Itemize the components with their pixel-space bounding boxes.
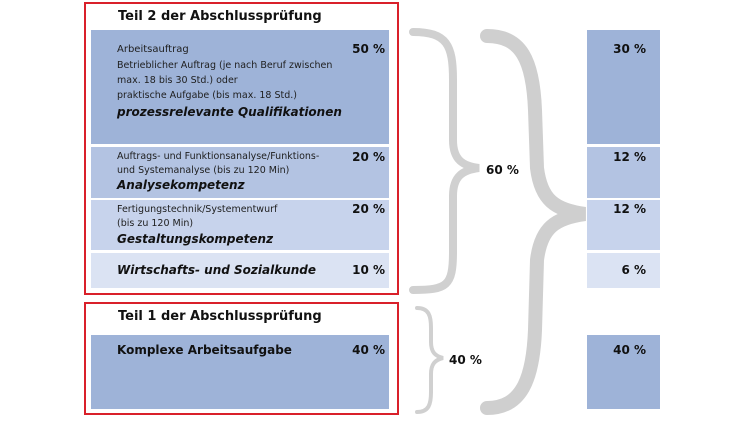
overall-box-1 (587, 30, 660, 144)
komplexe-title: Komplexe Arbeitsaufgabe (117, 343, 292, 357)
overall-box-3 (587, 200, 660, 250)
overall-value-2: 12 % (613, 150, 646, 164)
arbeitsauftrag-percent: 50 % (352, 42, 385, 56)
gestaltung-competence: Gestaltungskompetenz (117, 232, 274, 246)
overall-value-3: 12 % (613, 202, 646, 216)
item-arbeitsauftrag (91, 30, 389, 144)
wiso-percent: 10 % (352, 263, 385, 277)
analyse-percent: 20 % (352, 150, 385, 164)
overall-box-4 (587, 253, 660, 288)
brace-label-40: 40 % (449, 353, 482, 367)
gestaltung-line-2: (bis zu 120 Min) (117, 218, 194, 229)
overall-box-5 (587, 335, 660, 409)
teil1-title: Teil 1 der Abschlussprüfung (118, 309, 322, 324)
arbeitsauftrag-title: Arbeitsauftrag (117, 44, 189, 55)
analyse-line-2: und Systemanalyse (bis zu 120 Min) (117, 165, 290, 176)
item-komplexe-arbeitsaufgabe (91, 335, 389, 409)
item-wiso (91, 253, 389, 288)
gestaltung-line-1: Fertigungstechnik/Systementwurf (117, 204, 278, 215)
wiso-competence: Wirtschafts- und Sozialkunde (117, 263, 317, 277)
analyse-competence: Analysekompetenz (117, 178, 245, 192)
brace-teil1 (417, 308, 443, 412)
arbeitsauftrag-line-2: max. 18 bis 30 Std.) oder (117, 75, 238, 86)
arbeitsauftrag-line-1: Betrieblicher Auftrag (je nach Beruf zwischen (117, 60, 333, 71)
brace-graphics (395, 0, 595, 421)
arbeitsauftrag-line-3: praktische Aufgabe (bis max. 18 Std.) (117, 90, 297, 101)
komplexe-percent: 40 % (352, 343, 385, 357)
item-gestaltung (91, 200, 389, 250)
teil2-title: Teil 2 der Abschlussprüfung (118, 9, 322, 24)
overall-value-5: 40 % (613, 343, 646, 357)
brace-teil2 (413, 32, 479, 290)
brace-label-60: 60 % (486, 163, 519, 177)
overall-value-4: 6 % (621, 263, 646, 277)
gestaltung-percent: 20 % (352, 202, 385, 216)
overall-box-2 (587, 147, 660, 198)
brace-large (487, 36, 585, 408)
analyse-line-1: Auftrags- und Funktionsanalyse/Funktions- (117, 151, 320, 162)
arbeitsauftrag-competence: prozessrelevante Qualifikationen (117, 105, 342, 119)
item-analyse (91, 147, 389, 198)
overall-value-1: 30 % (613, 42, 646, 56)
